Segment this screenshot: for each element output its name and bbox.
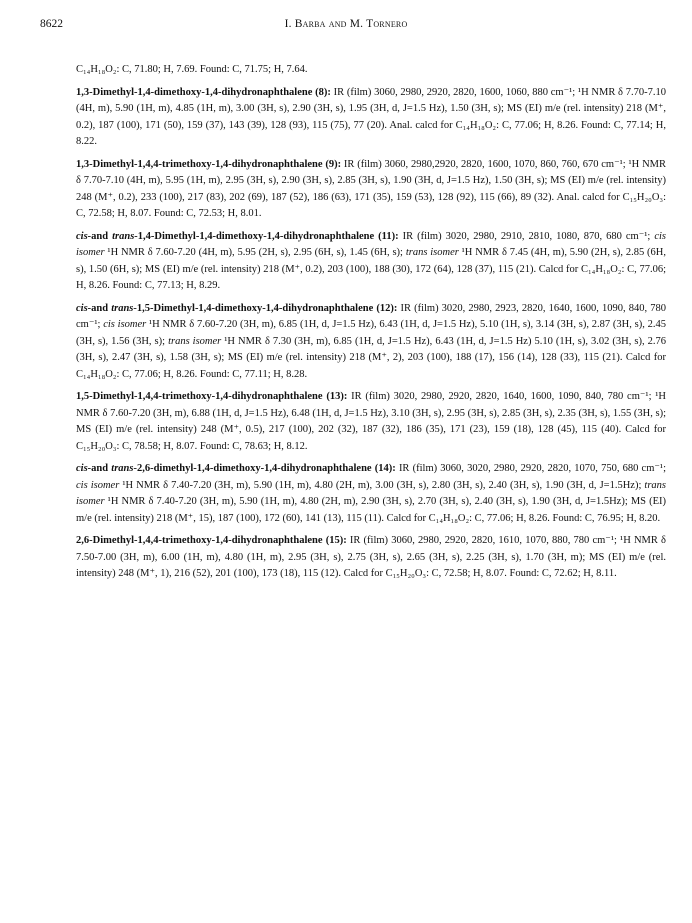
name-conjunction: and: [91, 302, 112, 314]
compound-data: ¹H NMR δ 7.60-7.20 (3H, m), 6.85 (1H, d, J=1.5 Hz), 6.43 (1H, d, J=1.5 Hz), 5.10 (1H, s), 3.14 (3H, s), 2.87 (3H, s), 2.45 (3H, s), 1.56 (3H, s);: [76, 319, 666, 347]
page-header: [40, 18, 652, 34]
compound-data: ¹H NMR δ 7.45 (4H, m), 5.90 (2H, s), 2.85 (6H, s), 1.50 (6H, s); MS (EI) m/e (rel. intensity) 218 (M⁺, 0.2), 203 (100), 188 (30), 172 (64), 128 (37), 115 (21). Calcd for C₁₄H₁₈O₂: C, 77.06; H, 8.26. Found: C, 77.13; H, 8.29.: [76, 247, 666, 291]
compound-data: IR (film) 3060, 2980,2920, 2820, 1600, 1070, 860, 760, 670 cm⁻¹; ¹H NMR δ 7.70-7.10 (4H, m), 5.95 (1H, m), 2.95 (3H, s), 2.90 (3H, s), 2.85 (3H, s), 1.90 (3H, d, J=1.5 Hz), 1.50 (3H, s); MS (EI) m/e (rel. intensity) 248 (M⁺, 0.2), 233 (100), 217 (83), 202 (69), 187 (52), 186 (63), 171 (35), 159 (53), 128 (92), 115 (66), 89 (32). Anal. calcd for C₁₅H₂₀O₃: C, 72.58; H, 8.07. Found: C, 72.53; H, 8.01.: [76, 158, 666, 219]
compound-data: IR (film) 3060, 2980, 2920, 2820, 1600, 1060, 880 cm⁻¹; ¹H NMR δ 7.70-7.10 (4H, m), 5.90 (1H, m), 4.85 (1H, m), 3.00 (3H, s), 2.90 (3H, s), 1.95 (3H, d, J=1.5 Hz), 1.50 (3H, s); MS (EI) m/e (rel. intensity) 218 (M⁺, 0.2), 187 (100), 171 (50), 159 (37), 143 (39), 128 (93), 115 (75), 77 (20). Anal. calcd for C₁₄H₁₈O₂: C, 77.06; H, 8.26. Found: C, 77.14; H, 8.22.: [76, 86, 666, 147]
compound-entry-14: [76, 461, 666, 527]
isomer-label: cis isomer: [76, 230, 666, 258]
compound-data: ¹H NMR δ 7.40-7.20 (3H, m), 5.90 (1H, m), 4.80 (2H, m), 3.00 (3H, s), 2.80 (3H, s), 2.40 (3H, s), 1.90 (3H, d, J=1.5Hz);: [119, 479, 645, 491]
isomer-prefix: cis-: [76, 302, 92, 314]
compound-entry-15: [76, 533, 666, 583]
experimental-section: [76, 62, 666, 583]
compound-entry-11: [76, 229, 666, 295]
name-conjunction: and: [91, 230, 113, 242]
name-conjunction: and: [91, 463, 112, 474]
name-body: 2,6-dimethyl-1,4-dimethoxy-1,4-dihydronaphthalene (14):: [136, 463, 396, 474]
name-body: 1,4-Dimethyl-1,4-dimethoxy-1,4-dihydronaphthalene (11):: [137, 230, 399, 242]
continuation-line: C₁₄H₁₈O₂: C, 71.80; H, 7.69. Found: C, 71.75; H, 7.64.: [76, 64, 308, 75]
compound-name: 1,3-Dimethyl-1,4,4-trimethoxy-1,4-dihydronaphthalene (9):: [76, 158, 342, 170]
compound-name: 2,6-Dimethyl-1,4,4-trimethoxy-1,4-dihydronaphthalene (15):: [76, 535, 347, 546]
compound-name: [76, 303, 397, 314]
compound-data: ¹H NMR δ 7.60-7.20 (4H, m), 5.95 (2H, s), 2.95 (6H, s), 1.45 (6H, s);: [104, 247, 406, 258]
isomer-prefix: cis-: [76, 230, 92, 242]
compound-data: IR (film) 3020, 2980, 2910, 2810, 1080, 870, 680 cm⁻¹;: [402, 230, 655, 242]
isomer-label: cis isomer: [76, 479, 120, 491]
compound-data: IR (film) 3020, 2980, 2923, 2820, 1640, 1600, 1090, 840, 780 cm⁻¹;: [76, 302, 666, 330]
isomer-prefix: trans-: [111, 463, 137, 474]
isomer-label: trans isomer: [76, 479, 666, 507]
compound-entry-13: [76, 389, 666, 455]
compound-data: IR (film) 3060, 2980, 2920, 2820, 1610, 1070, 880, 780 cm⁻¹; ¹H NMR δ 7.50-7.00 (3H, m), 6.00 (1H, m), 4.80 (1H, m), 2.95 (3H, s), 2.75 (3H, s), 2.65 (3H, s), 2.25 (3H, s), 1.70 (3H, m); MS (EI) m/e (rel. intensity) 248 (M⁺, 1), 216 (52), 201 (100), 173 (18), 115 (12). Calcd for C₁₅H₂₀O₃: C, 72.58; H, 8.07. Found: C, 72.62; H, 8.11.: [76, 535, 667, 579]
compound-entry-12: [76, 301, 666, 384]
isomer-prefix: trans-: [112, 230, 138, 242]
name-body: 1,5-Dimethyl-1,4-dimethoxy-1,4-dihydronaphthalene (12):: [136, 302, 398, 314]
isomer-label: trans isomer: [168, 335, 222, 347]
page-number: 8622: [40, 18, 63, 30]
compound-entry-9: [76, 157, 666, 223]
compound-data: IR (film) 3020, 2980, 2920, 2820, 1640, 1600, 1090, 840, 780 cm⁻¹; ¹H NMR δ 7.60-7.20 (3H, m), 6.88 (1H, d, J=1.5 Hz), 6.48 (1H, d, J=1.5 Hz), 3.10 (3H, s), 2.95 (3H, s), 2.85 (3H, s), 2.35 (3H, s), 1.55 (3H, s); MS (EI) m/e (rel. intensity) 248 (M⁺, 0.5), 217 (100), 202 (32), 187 (32), 186 (35), 171 (23), 159 (18), 128 (45), 115 (40). Calcd for C₁₅H₂₀O₃: C, 78.58; H, 8.07. Found: C, 78.63; H, 8.12.: [76, 391, 666, 452]
compound-name: [76, 463, 396, 474]
compound-name: 1,5-Dimethyl-1,4,4-trimethoxy-1,4-dihydronaphthalene (13):: [76, 391, 348, 402]
isomer-label: trans isomer: [405, 247, 459, 258]
compound-data: IR (film) 3060, 3020, 2980, 2920, 2820, 1070, 750, 680 cm⁻¹;: [398, 463, 666, 474]
isomer-prefix: cis-: [76, 463, 92, 474]
compound-data: ¹H NMR δ 7.40-7.20 (3H, m), 5.90 (1H, m), 4.80 (2H, m), 2.90 (3H, s), 2.70 (3H, s), 2.40 (3H, s), 1.90 (3H, d, J=1.5Hz); MS (EI) m/e (rel. intensity) 218 (M⁺, 15), 187 (100), 172 (60), 141 (13), 115 (11). Calcd for C₁₄H₁₈O₂: C, 77.06; H, 8.26. Found: C, 76.95; H, 8.20.: [76, 496, 666, 524]
isomer-prefix: trans-: [111, 302, 137, 314]
compound-name: 1,3-Dimethyl-1,4-dimethoxy-1,4-dihydronaphthalene (8):: [76, 86, 331, 98]
compound-name: [76, 231, 399, 242]
compound-data: ¹H NMR δ 7.30 (3H, m), 6.85 (1H, d, J=1.5 Hz), 6.43 (1H, d, J=1.5 Hz) 5.10 (1H, s), 3.02 (3H, s), 2.76 (3H, s), 2.47 (3H, s), 1.58 (3H, s); MS (EI) m/e (rel. intensity) 218 (M⁺, 2), 203 (100), 188 (17), 156 (14), 128 (33), 115 (21). Calcd for C₁₄H₁₈O₂: C, 77.06; H, 8.26. Found: C, 77.11; H, 8.28.: [76, 335, 666, 380]
isomer-label: cis isomer: [103, 319, 147, 330]
running-title: I. Barba and M. Tornero: [284, 18, 408, 30]
compound-entry-8: [76, 85, 666, 151]
